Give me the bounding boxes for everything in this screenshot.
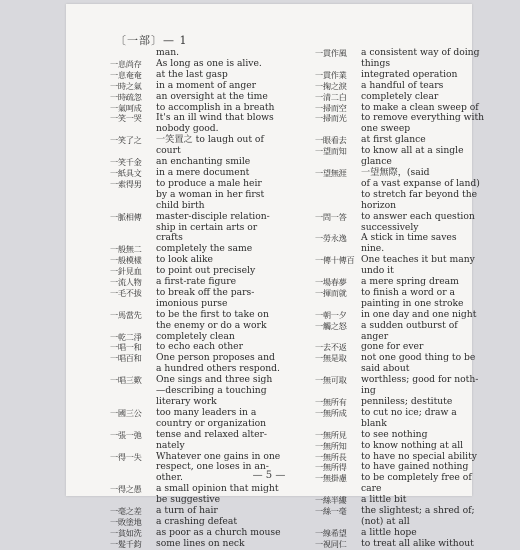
entry-definition: an enchanting smile (156, 156, 251, 168)
entry-definition: too many leaders in a country or organization (156, 406, 267, 429)
entry-definition: man. (156, 47, 180, 58)
entry-definition: One sings and three sigh —describing a touching literary work (156, 374, 273, 407)
dictionary-entry (315, 528, 490, 539)
entry-definition: a little hope (361, 526, 417, 538)
entry-headword: 一般無二 (110, 244, 142, 255)
entry-headword: 一脈相傳 (110, 211, 142, 222)
entry-definition: to remove everything with one sweep (361, 112, 485, 135)
dictionary-entry (315, 495, 490, 506)
entry-headword: 一場春夢 (315, 277, 347, 288)
entry-definition: A stick in time saves nine. (361, 232, 457, 255)
entry-headword: 一朝一夕 (315, 309, 347, 320)
entry-definition: a first-rate figure (156, 276, 237, 288)
entry-definition: a mere spring dream (361, 276, 459, 288)
dictionary-entry (315, 168, 490, 212)
entry-definition: Whatever one gains in one respect, one loses in an- other. (156, 450, 281, 484)
entry-headword: 一無所有 (315, 397, 347, 407)
entry-headword (110, 48, 156, 59)
entry-definition: master-disciple relation- ship in certain arts or crafts (156, 210, 270, 244)
entry-definition: penniless; destitute (361, 396, 453, 407)
entry-headword: 一絲半縷 (315, 495, 347, 506)
dictionary-entry (315, 255, 490, 277)
entry-headword: 一髮千鈞 (110, 538, 142, 549)
dictionary-entry (110, 310, 305, 332)
entry-definition: in a moment of anger (156, 79, 257, 91)
entry-definition: completely the same (156, 243, 253, 255)
entry-headword: 一去不返 (315, 342, 347, 353)
dictionary-entry (315, 539, 490, 550)
entry-headword: 一時疏忽 (110, 91, 142, 102)
entry-definition: to look alike (156, 254, 213, 266)
entry-definition: to break off the pars- imonious purse (156, 286, 255, 309)
dictionary-entry (110, 92, 305, 103)
dictionary-entry (110, 212, 305, 245)
dictionary-entry (110, 539, 305, 550)
entry-definition: a small opinion that might be suggestive (156, 483, 279, 506)
entry-definition: gone for ever (361, 341, 424, 353)
dictionary-entry (110, 81, 305, 92)
entry-definition: It's an ill wind that blows nobody good. (156, 112, 274, 135)
dictionary-entry (315, 430, 490, 441)
entry-headword: 一針見血 (110, 266, 142, 277)
entry-headword: 一掃而光 (315, 113, 347, 124)
entry-definition: in one day and one night (361, 308, 477, 320)
entry-headword: 一貫作業 (315, 69, 347, 80)
dictionary-entry (110, 353, 305, 375)
entry-headword: 一無可取 (315, 375, 347, 386)
entry-definition: 一笑置之 to laugh out of court (156, 134, 264, 157)
entry-headword: 一唱三歎 (110, 375, 142, 386)
entry-headword: 一流人物 (110, 277, 142, 288)
entry-headword: 一笑了之 (110, 135, 142, 146)
entry-definition: to make a clean sweep of (361, 101, 479, 113)
entry-headword: 一絲一毫 (315, 506, 347, 517)
entry-headword: 一毫之差 (110, 506, 142, 517)
entry-headword: 一笑一哭 (110, 113, 142, 124)
entry-headword: 一勞永逸 (315, 233, 347, 244)
entry-definition: to cut no ice; draw a blank (361, 406, 457, 429)
dictionary-entry (110, 135, 305, 157)
entry-definition: to echo each other (156, 341, 243, 353)
entry-headword: 一眼看去 (315, 135, 347, 146)
entry-headword: 一般模樣 (110, 255, 142, 266)
entry-definition: the slightest; a shred of; (not) at all (361, 505, 475, 527)
entry-headword: 一乾二淨 (110, 331, 142, 342)
dictionary-entry (315, 375, 490, 397)
dictionary-entry (110, 288, 305, 310)
page-header: 〔一部〕— 1 (115, 34, 188, 47)
dictionary-entry (315, 212, 490, 234)
entry-headword: 一張一弛 (110, 429, 142, 440)
entry-definition: some lines on neck (156, 537, 245, 549)
dictionary-entry (315, 146, 490, 168)
entry-definition: One person proposes and a hundred others respond. (156, 352, 280, 375)
entry-definition: a turn of hair (156, 505, 218, 517)
entry-definition: a handful of tears (361, 79, 444, 91)
entry-headword: 一息奄奄 (110, 69, 142, 80)
entry-definition: to have gained nothing (361, 461, 469, 473)
entry-headword: 一馬當先 (110, 309, 142, 320)
page-number: — 5 — (252, 470, 286, 481)
entry-headword: 一得一失 (110, 451, 142, 462)
dictionary-page (66, 4, 485, 549)
entry-headword: 一笑千金 (110, 157, 142, 168)
entry-definition: to treat all alike without (361, 537, 474, 549)
entry-headword: 一貧如洗 (110, 527, 142, 538)
dictionary-entry (315, 441, 490, 452)
entry-headword: 一掬之淚 (315, 80, 347, 91)
entry-headword: 一無所長 (315, 451, 347, 462)
entry-definition: at the last gasp (156, 68, 228, 80)
dictionary-entry (110, 430, 305, 452)
entry-headword: 一索得男 (110, 178, 142, 189)
entry-definition: to produce a male heir by a woman in her first child birth (156, 177, 265, 211)
entry-headword: 一無所見 (315, 429, 347, 440)
entry-definition: a consistent way of doing things (361, 47, 480, 69)
entry-definition: a little bit (361, 494, 407, 506)
entry-definition: integrated operation (361, 68, 458, 80)
entry-headword: 一得之愚 (110, 484, 142, 495)
dictionary-entry (110, 408, 305, 430)
entry-definition: to finish a word or a painting in one stroke (361, 286, 464, 309)
entry-headword: 一唱一和 (110, 342, 142, 353)
entry-headword: 一傳十傳百 (315, 255, 355, 266)
entry-definition: 一望無際，(said of a vast expanse of land) to stretch far beyond the horizon (361, 166, 480, 211)
entry-definition: a crashing defeat (156, 515, 238, 527)
dictionary-entry (315, 506, 490, 528)
dictionary-entry (110, 375, 305, 408)
entry-definition: to answer each question successively (361, 210, 475, 233)
entry-headword: 一貫作風 (315, 48, 347, 58)
dictionary-entry (315, 321, 490, 343)
entry-headword: 一氣呵成 (110, 102, 142, 113)
entry-headword: 一掃而空 (315, 102, 347, 113)
entry-definition: at first glance (361, 134, 426, 146)
entry-headword: 一無掛慮 (315, 473, 347, 484)
entry-headword: 一時之氣 (110, 80, 142, 91)
entry-headword: 一無是取 (315, 353, 347, 364)
entry-headword: 一敗塗地 (110, 516, 142, 527)
entry-headword: 一望而知 (315, 146, 347, 157)
entry-definition: to accomplish in a breath (156, 101, 275, 113)
entry-definition: in a mere document (156, 166, 250, 178)
entry-headword: 一無所知 (315, 440, 347, 451)
dictionary-entry (315, 233, 490, 255)
entry-headword: 一無所成 (315, 407, 347, 418)
entry-headword: 一揮而就 (315, 287, 347, 298)
dictionary-entry (315, 113, 490, 135)
entry-definition: One teaches it but many undo it (361, 254, 475, 277)
entry-headword: 一望無涯 (315, 167, 347, 178)
dictionary-entry (315, 353, 490, 375)
entry-definition: completely clear (361, 90, 439, 102)
entry-headword: 一清二白 (315, 91, 347, 102)
entry-headword: 一紙具文 (110, 167, 142, 178)
entry-definition: to be completely free of care (361, 472, 472, 495)
entry-definition: to point out precisely (156, 265, 256, 277)
entry-headword: 一觸之怒 (315, 320, 347, 331)
entry-definition: completely clean (156, 330, 235, 342)
entry-definition: not one good thing to be said about (361, 352, 476, 375)
entry-headword: 一國三公 (110, 407, 142, 418)
dictionary-entry (315, 48, 490, 70)
entry-definition: as poor as a church mouse (156, 526, 281, 538)
entry-definition: to have no special ability (361, 450, 477, 462)
entry-definition: tense and relaxed alter- nately (156, 428, 268, 451)
entry-headword: 一無所得 (315, 462, 347, 473)
entry-headword: 一息尚存 (110, 58, 142, 69)
entry-definition: an oversight at the time (156, 90, 268, 102)
dictionary-entry (110, 113, 305, 135)
entry-definition: to know nothing at all (361, 439, 464, 451)
entry-definition: As long as one is alive. (156, 57, 262, 69)
entry-definition: to see nothing (361, 428, 428, 440)
entry-headword: 一問一答 (315, 211, 347, 222)
entry-headword: 一毛不拔 (110, 287, 142, 298)
dictionary-entry (110, 179, 305, 212)
dictionary-entry (110, 484, 305, 506)
entry-definition: to know all at a single glance (361, 145, 464, 168)
entry-headword: 一線希望 (315, 527, 347, 538)
dictionary-entry (315, 92, 490, 103)
dictionary-entry (315, 408, 490, 430)
entry-definition: a sudden outburst of anger (361, 319, 458, 342)
entry-headword: 一唱百和 (110, 353, 142, 364)
dictionary-entry (315, 81, 490, 92)
entry-headword: 一視同仁 (315, 538, 347, 549)
dictionary-entry (110, 517, 305, 528)
dictionary-entry (315, 288, 490, 310)
dictionary-entry (110, 528, 305, 539)
entry-definition: to be the first to take on the enemy or do a work (156, 308, 269, 331)
entry-definition: worthless; good for noth- ing (361, 374, 479, 397)
dictionary-entry (110, 506, 305, 517)
